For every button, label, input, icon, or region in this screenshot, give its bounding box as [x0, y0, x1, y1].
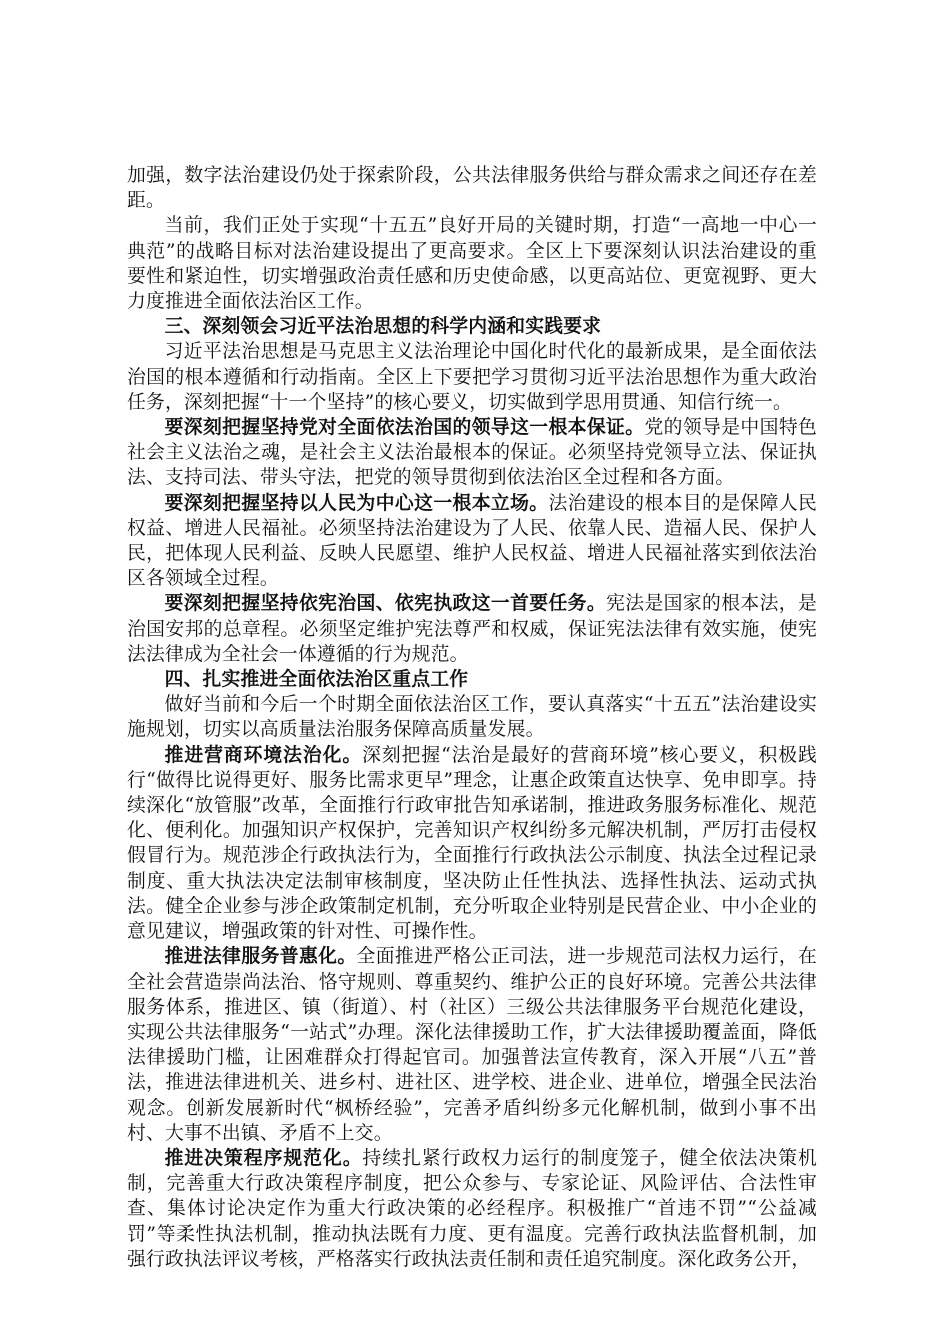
- paragraph-xi-rule-of-law: 习近平法治思想是马克思主义法治理论中国化时代化的最新成果，是全面依法治国的根本遵循和行动指南。全区上下要把学习贯彻习近平法治思想作为重大政治任务，深刻把握“十一个坚持”的核心要义，切实做到学思用贯通、知信行统一。: [127, 341, 817, 413]
- paragraph-lead: 推进营商环境法治化。: [164, 743, 363, 766]
- section-heading-three: 三、深刻领会习近平法治思想的科学内涵和实践要求: [164, 315, 602, 338]
- paragraph-lead: 要深刻把握坚持党对全面依法治国的领导这一根本保证。: [164, 416, 645, 439]
- paragraph-constitution: [127, 591, 817, 667]
- paragraph-lead: 要深刻把握坚持以人民为中心这一根本立场。: [164, 491, 549, 514]
- paragraph-people-centered: [127, 491, 817, 592]
- document-body: [127, 163, 817, 1272]
- paragraph-legal-services: [127, 944, 817, 1146]
- paragraph-decision-procedure: [127, 1146, 817, 1272]
- paragraph-lead: 要深刻把握坚持依宪治国、依宪执政这一首要任务。: [164, 592, 607, 615]
- paragraph-body: 深刻把握“法治是最好的营商环境”核心要义，积极践行“做得比说得更好、服务比需求更早”理念，让惠企政策直达快享、免申即享。持续深化“放管服”改革，全面推行行政审批告知承诺制，推进政务服务标准化、规范化、便利化。加强知识产权保护，完善知识产权纠纷多元解决机制，严厉打击侵权假冒行为。规范涉企行政执法行为，全面推行行政执法公示制度、执法全过程记录制度、重大执法决定法制审核制度，坚决防止任性执法、选择性执法、运动式执法。健全企业参与涉企政策制定机制，充分听取企业特别是民营企业、中小企业的意见建议，增强政策的针对性、可操作性。: [127, 744, 817, 943]
- paragraph-lead: 推进决策程序规范化。: [164, 1146, 363, 1169]
- paragraph-business-environment: [127, 743, 817, 945]
- paragraph-lead: 推进法律服务普惠化。: [164, 945, 357, 968]
- section-heading-four: 四、扎实推进全面依法治区重点工作: [164, 668, 469, 691]
- paragraph-body: 法治建设的根本目的是保障人民权益、增进人民福祉。必须坚持法治建设为了人民、依靠人民、造福人民、保护人民，把体现人民利益、反映人民愿望、维护人民权益、增进人民福祉落实到依法治区各领域全过程。: [127, 492, 817, 590]
- paragraph-continuation: 加强，数字法治建设仍处于探索阶段，公共法律服务供给与群众需求之间还存在差距。: [127, 165, 817, 212]
- paragraph-body: 党的领导是中国特色社会主义法治之魂，是社会主义法治最根本的保证。必须坚持党领导立法、保证执法、支持司法、带头守法，把党的领导贯彻到依法治区全过程和各方面。: [127, 417, 817, 489]
- paragraph-party-leadership: [127, 415, 817, 491]
- paragraph-body: 持续扎紧行政权力运行的制度笼子，健全依法决策机制，完善重大行政决策程序制度，把公众参与、专家论证、风险评估、合法性审查、集体讨论决定作为重大行政决策的必经程序。积极推广“首违不罚”“公益减罚”等柔性执法机制，推动执法既有力度、更有温度。完善行政执法监督机制，加强行政执法评议考核，严格落实行政执法责任制和责任追究制度。深化政务公开，: [127, 1147, 817, 1270]
- paragraph-body: 宪法是国家的根本法，是治国安邦的总章程。必须坚定维护宪法尊严和权威，保证宪法法律有效实施，使宪法法律成为全社会一体遵循的行为规范。: [127, 593, 817, 665]
- paragraph-key-work-intro: 做好当前和今后一个时期全面依法治区工作，要认真落实“十五五”法治建设实施规划，切实以高质量法治服务保障高质量发展。: [127, 694, 817, 741]
- paragraph-current-period: 当前，我们正处于实现“十五五”良好开局的关键时期，打造“一高地一中心一典范”的战略目标对法治建设提出了更高要求。全区上下要深刻认识法治建设的重要性和紧迫性，切实增强政治责任感和历史使命感，以更高站位、更宽视野、更大力度推进全面依法治区工作。: [127, 215, 817, 313]
- paragraph-body: 全面推进严格公正司法，进一步规范司法权力运行，在全社会营造崇尚法治、恪守规则、尊重契约、维护公正的良好环境。完善公共法律服务体系，推进区、镇（街道）、村（社区）三级公共法律服务平台规范化建设，实现公共法律服务“一站式”办理。深化法律援助工作，扩大法律援助覆盖面，降低法律援助门槛，让困难群众打得起官司。加强普法宣传教育，深入开展“八五”普法，推进法律进机关、进乡村、进社区、进学校、进企业、进单位，增强全民法治观念。创新发展新时代“枫桥经验”，完善矛盾纠纷多元化解机制，做到小事不出村、大事不出镇、矛盾不上交。: [127, 946, 817, 1144]
